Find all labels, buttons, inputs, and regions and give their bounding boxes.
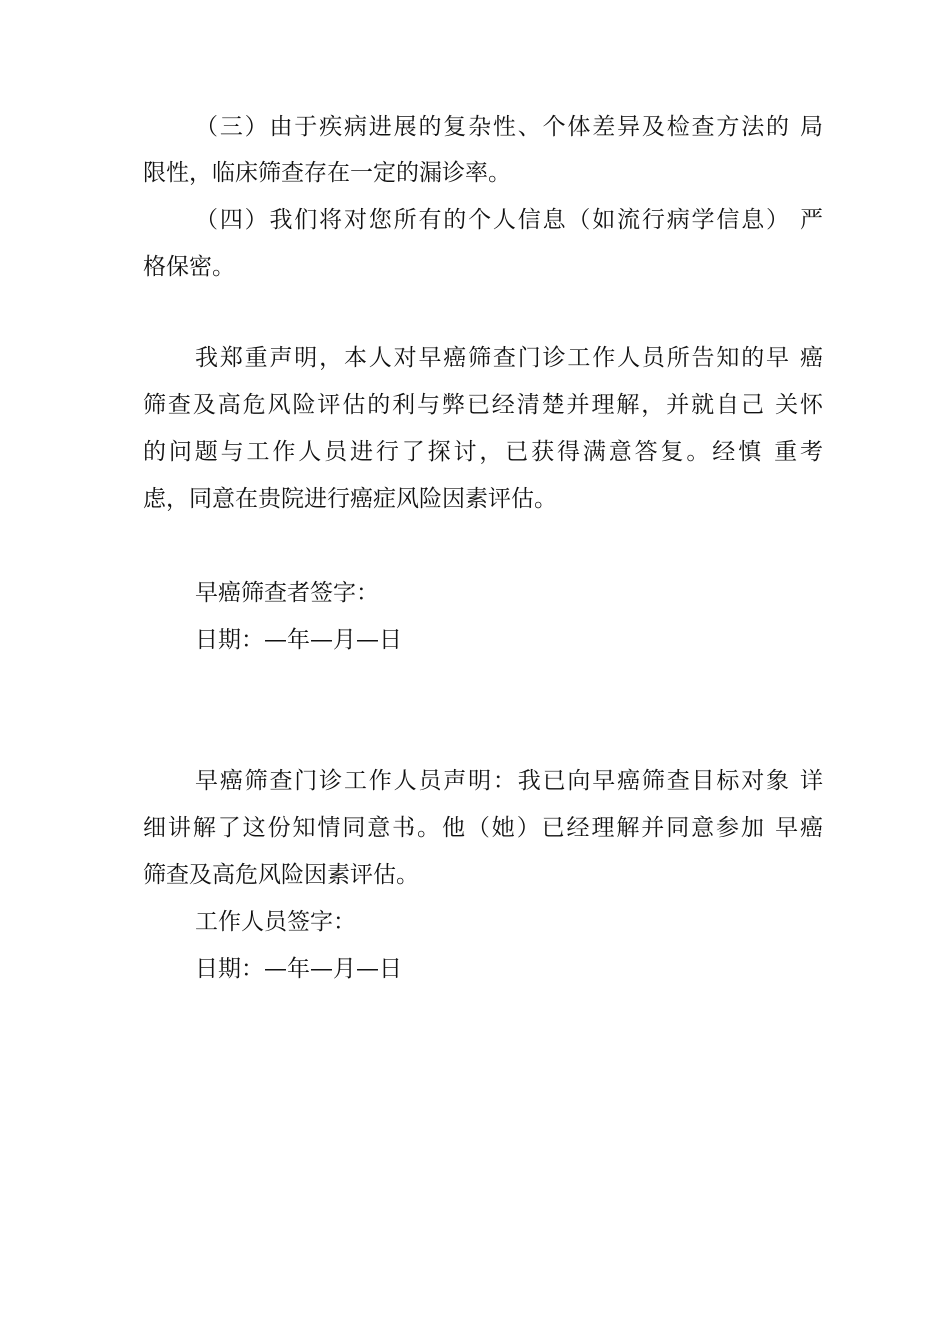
- declaration-line-1: 我郑重声明，本人对早癌筛查门诊工作人员所告知的早 癌: [195, 345, 823, 371]
- staff-signature-date: 日期：—年—月—日: [195, 956, 402, 982]
- staff-statement-line-2: 细讲解了这份知情同意书。他（她）已经理解并同意参加 早癌: [143, 815, 823, 841]
- staff-statement-line-1: 早癌筛查门诊工作人员声明：我已向早癌筛查目标对象 详: [195, 768, 823, 794]
- declaration-line-2: 筛查及高危风险评估的利与弊已经清楚并理解，并就自己 关怀: [143, 392, 823, 418]
- clause-4-line-1: （四）我们将对您所有的个人信息（如流行病学信息） 严: [195, 207, 823, 233]
- staff-signature-label: 工作人员签字：: [195, 909, 356, 935]
- clause-3-line-2: 限性，临床筛查存在一定的漏诊率。: [143, 160, 511, 186]
- screenee-signature-date: 日期：—年—月—日: [195, 627, 402, 653]
- declaration-line-4: 虑，同意在贵院进行癌症风险因素评估。: [143, 486, 557, 512]
- clause-4-line-2: 格保密。: [143, 254, 235, 280]
- screenee-signature-label: 早癌筛查者签字：: [195, 580, 379, 606]
- staff-statement-line-3: 筛查及高危风险因素评估。: [143, 862, 419, 888]
- clause-3-line-1: （三）由于疾病进展的复杂性、个体差异及检查方法的 局: [195, 114, 823, 140]
- declaration-line-3: 的问题与工作人员进行了探讨，已获得满意答复。经慎 重考: [143, 439, 823, 465]
